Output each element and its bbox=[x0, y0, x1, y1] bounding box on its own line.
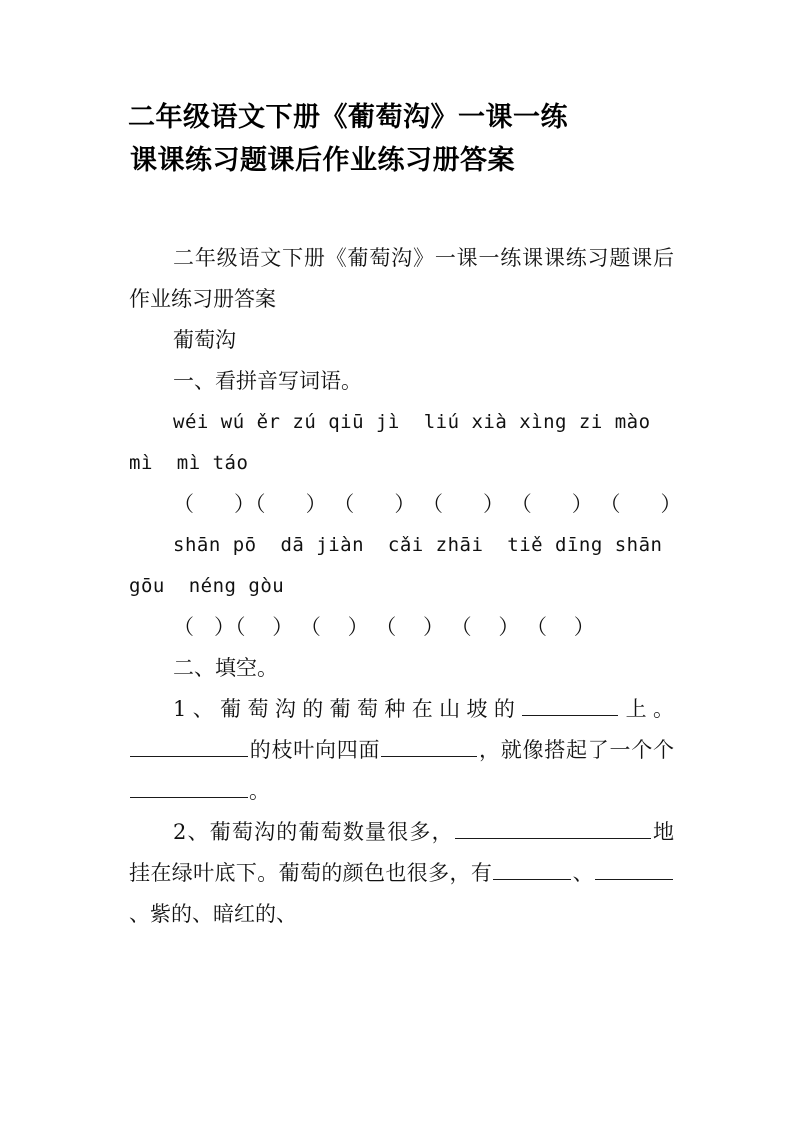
question-1-text-part-3: 的枝叶向四面 bbox=[249, 738, 381, 762]
lesson-name: 葡萄沟 bbox=[173, 328, 236, 352]
question-2-blank-2[interactable] bbox=[493, 859, 571, 880]
section-2-heading: 二、填空。 bbox=[173, 656, 278, 680]
question-1 bbox=[129, 689, 674, 812]
question-1-blank-4[interactable] bbox=[130, 777, 248, 798]
question-1-text-part-4: ，就像搭起了一个个 bbox=[478, 738, 674, 762]
pinyin-group-1: wéi wú ěr zú qiū jì liú xià xìng zi mào mì mì táo bbox=[129, 411, 663, 474]
question-2-blank-1[interactable] bbox=[455, 818, 651, 839]
question-1-blank-1[interactable] bbox=[522, 695, 618, 716]
page-title-line-2: 课课练习题课后作业练习册答案 bbox=[130, 145, 515, 176]
question-2-text-part-4: 、紫的、暗红的、 bbox=[129, 902, 297, 926]
question-2-text-part-2: 地挂在绿叶底下。葡萄的颜色也很多，有 bbox=[129, 820, 674, 885]
question-1-text-part-2: 上。 bbox=[619, 697, 674, 721]
question-1-blank-2[interactable] bbox=[130, 736, 248, 757]
answer-row-2[interactable]: （ ）（ ） （ ） （ ） （ ） （ ） bbox=[173, 615, 595, 639]
question-1-number: 1、 bbox=[173, 697, 221, 721]
page-title bbox=[128, 96, 688, 182]
page-title-line-1: 二年级语文下册《葡萄沟》一课一练 bbox=[128, 102, 568, 133]
section-1-heading: 一、看拼音写词语。 bbox=[173, 369, 362, 393]
question-2 bbox=[129, 812, 674, 935]
document-body bbox=[129, 238, 682, 935]
answer-row-1[interactable]: （ ）（ ） （ ） （ ） （ ） （ ） bbox=[173, 492, 682, 516]
intro-paragraph: 二年级语文下册《葡萄沟》一课一练课课练习题课后作业练习册答案 bbox=[129, 246, 674, 311]
pinyin-group-2: shān pō dā jiàn cǎi zhāi tiě dīng shān gōu néng gòu bbox=[129, 534, 675, 597]
question-1-text-part-1: 葡萄沟的葡萄种在山坡的 bbox=[220, 697, 522, 721]
question-2-blank-3[interactable] bbox=[595, 859, 673, 880]
question-1-text-part-5: 。 bbox=[249, 779, 270, 803]
question-1-blank-3[interactable] bbox=[381, 736, 477, 757]
question-2-text-part-3: 、 bbox=[572, 861, 595, 885]
question-2-number: 2、 bbox=[173, 820, 210, 844]
question-2-text-part-1: 葡萄沟的葡萄数量很多， bbox=[209, 820, 454, 844]
